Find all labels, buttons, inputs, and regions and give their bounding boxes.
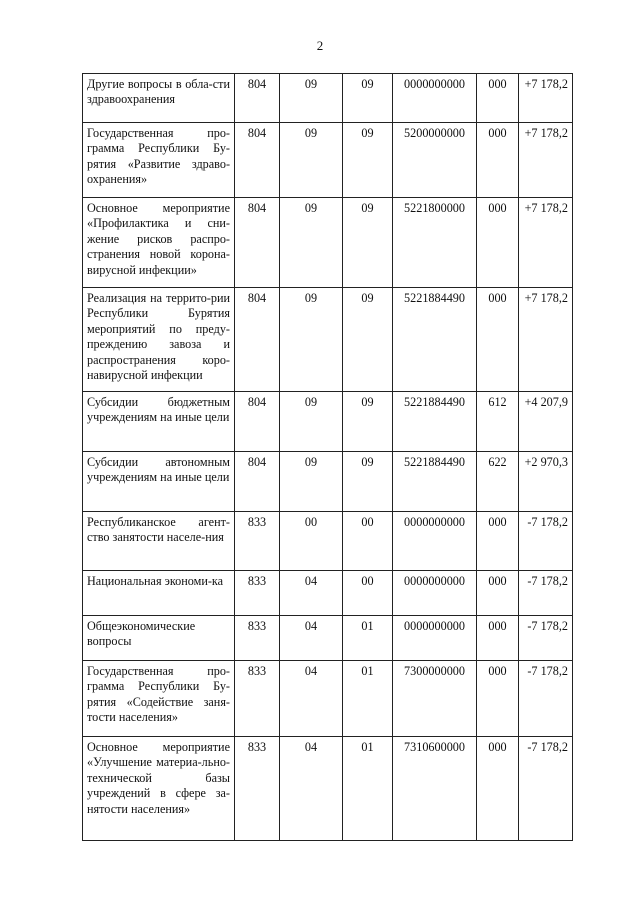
row-name: Общеэкономические вопросы (87, 619, 196, 649)
grbs-code: 833 (235, 737, 280, 841)
table-row (83, 616, 573, 661)
expense-type-code: 622 (477, 452, 519, 512)
expense-type-code: 000 (477, 512, 519, 571)
grbs-code: 804 (235, 123, 280, 198)
row-name: Основное мероприятие «Улучшение материа-льно-технической базы учреждений в сфере за-нятости населения» (87, 740, 230, 816)
row-name: Другие вопросы в обла-сти здравоохранения (87, 77, 230, 107)
budget-table (82, 73, 573, 841)
table-row (83, 571, 573, 616)
table-row (83, 661, 573, 737)
subsection-code: 09 (343, 288, 393, 392)
target-article-code: 0000000000 (393, 512, 477, 571)
section-code: 09 (280, 123, 343, 198)
target-article-code: 0000000000 (393, 74, 477, 123)
row-name-cell (83, 571, 235, 616)
row-name-cell (83, 661, 235, 737)
row-name: Субсидии бюджетным учреждениям на иные цели (87, 395, 230, 425)
amount: -7 178,2 (519, 571, 573, 616)
amount: -7 178,2 (519, 512, 573, 571)
section-code: 09 (280, 392, 343, 452)
subsection-code: 00 (343, 571, 393, 616)
amount: +7 178,2 (519, 123, 573, 198)
row-name-cell (83, 288, 235, 392)
amount: +7 178,2 (519, 288, 573, 392)
expense-type-code: 000 (477, 571, 519, 616)
expense-type-code: 612 (477, 392, 519, 452)
target-article-code: 0000000000 (393, 616, 477, 661)
budget-table-body (83, 74, 573, 841)
grbs-code: 833 (235, 661, 280, 737)
row-name: Республиканское агент-ство занятости населе-ния (87, 515, 230, 545)
subsection-code: 01 (343, 661, 393, 737)
subsection-code: 09 (343, 198, 393, 288)
table-row (83, 512, 573, 571)
row-name-cell (83, 74, 235, 123)
row-name: Национальная экономи-ка (87, 574, 224, 588)
page-number: 2 (316, 38, 324, 53)
section-code: 04 (280, 737, 343, 841)
target-article-code: 7300000000 (393, 661, 477, 737)
target-article-code: 5221884490 (393, 452, 477, 512)
section-code: 04 (280, 616, 343, 661)
subsection-code: 09 (343, 392, 393, 452)
amount: +7 178,2 (519, 74, 573, 123)
expense-type-code: 000 (477, 74, 519, 123)
target-article-code: 5200000000 (393, 123, 477, 198)
table-row (83, 198, 573, 288)
subsection-code: 09 (343, 74, 393, 123)
subsection-code: 01 (343, 737, 393, 841)
expense-type-code: 000 (477, 288, 519, 392)
section-code: 09 (280, 74, 343, 123)
row-name: Государственная про-грамма Республики Бу-рятия «Развитие здраво-охранения» (87, 126, 230, 187)
grbs-code: 804 (235, 288, 280, 392)
table-row (83, 123, 573, 198)
amount: -7 178,2 (519, 616, 573, 661)
section-code: 04 (280, 661, 343, 737)
amount: +7 178,2 (519, 198, 573, 288)
row-name: Реализация на террито-рии Республики Бурятия мероприятий по преду-преждению завоза и распространения коро-навирусной инфекции (87, 291, 230, 383)
row-name-cell (83, 737, 235, 841)
row-name-cell (83, 123, 235, 198)
table-row (83, 737, 573, 841)
table-row (83, 452, 573, 512)
target-article-code: 0000000000 (393, 571, 477, 616)
target-article-code: 7310600000 (393, 737, 477, 841)
subsection-code: 01 (343, 616, 393, 661)
amount: +4 207,9 (519, 392, 573, 452)
grbs-code: 804 (235, 452, 280, 512)
grbs-code: 804 (235, 198, 280, 288)
row-name-cell (83, 198, 235, 288)
row-name: Основное мероприятие «Профилактика и сни-жение рисков распро-странения новой корона-вирусной инфекции» (87, 201, 230, 277)
table-row (83, 288, 573, 392)
expense-type-code: 000 (477, 737, 519, 841)
target-article-code: 5221884490 (393, 288, 477, 392)
section-code: 00 (280, 512, 343, 571)
amount: -7 178,2 (519, 661, 573, 737)
grbs-code: 833 (235, 571, 280, 616)
subsection-code: 09 (343, 123, 393, 198)
expense-type-code: 000 (477, 616, 519, 661)
subsection-code: 09 (343, 452, 393, 512)
expense-type-code: 000 (477, 661, 519, 737)
section-code: 04 (280, 571, 343, 616)
row-name-cell (83, 452, 235, 512)
section-code: 09 (280, 452, 343, 512)
amount: +2 970,3 (519, 452, 573, 512)
section-code: 09 (280, 198, 343, 288)
grbs-code: 804 (235, 74, 280, 123)
row-name-cell (83, 512, 235, 571)
target-article-code: 5221800000 (393, 198, 477, 288)
expense-type-code: 000 (477, 198, 519, 288)
grbs-code: 804 (235, 392, 280, 452)
row-name-cell (83, 616, 235, 661)
subsection-code: 00 (343, 512, 393, 571)
grbs-code: 833 (235, 616, 280, 661)
expense-type-code: 000 (477, 123, 519, 198)
target-article-code: 5221884490 (393, 392, 477, 452)
row-name: Государственная про-грамма Республики Бу-рятия «Содействие заня-тости населения» (87, 664, 230, 725)
row-name: Субсидии автономным учреждениям на иные цели (87, 455, 230, 485)
amount: -7 178,2 (519, 737, 573, 841)
section-code: 09 (280, 288, 343, 392)
row-name-cell (83, 392, 235, 452)
table-row (83, 74, 573, 123)
grbs-code: 833 (235, 512, 280, 571)
table-row (83, 392, 573, 452)
